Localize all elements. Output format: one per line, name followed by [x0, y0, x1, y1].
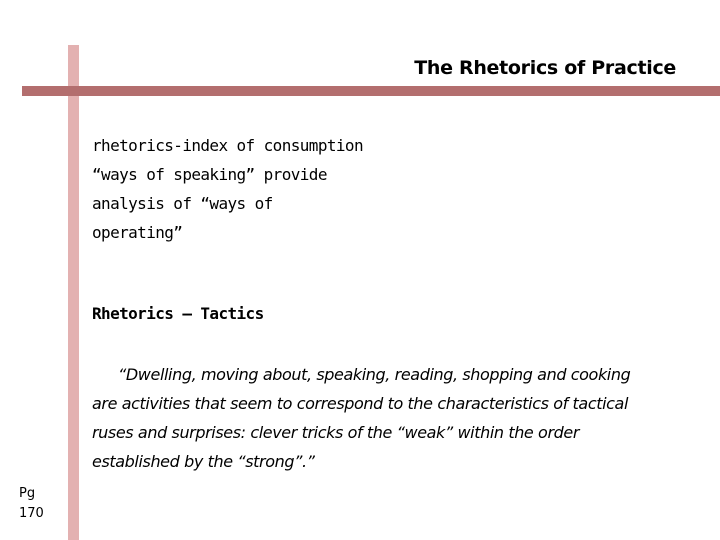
- quote-line: characteristics of tactical ruses and surprises: clever tricks of: [92, 394, 628, 442]
- page-number: 170: [19, 506, 44, 521]
- body-line: rhetorics-index of consumption: [92, 136, 363, 155]
- body-text: [92, 131, 382, 247]
- body-line: operating”: [92, 223, 183, 242]
- body-line: analysis of “ways of: [92, 194, 273, 213]
- quote-line: “Dwelling, moving about, speaking, reading, shopping and: [118, 365, 567, 384]
- vertical-accent-bar: [68, 45, 79, 540]
- horizontal-accent-bar: [22, 86, 720, 96]
- quote-line: cooking are activities that seem to correspond to the: [92, 365, 631, 413]
- body-line: “ways of speaking” provide: [92, 165, 327, 184]
- subheading: Rhetorics – Tactics: [92, 304, 264, 323]
- page-label: Pg: [19, 486, 36, 501]
- quote: [92, 360, 632, 476]
- slide-title: The Rhetorics of Practice: [414, 57, 676, 79]
- page-reference: [19, 484, 59, 524]
- quote-line: the “weak” within the order established by the “strong”.”: [92, 423, 580, 471]
